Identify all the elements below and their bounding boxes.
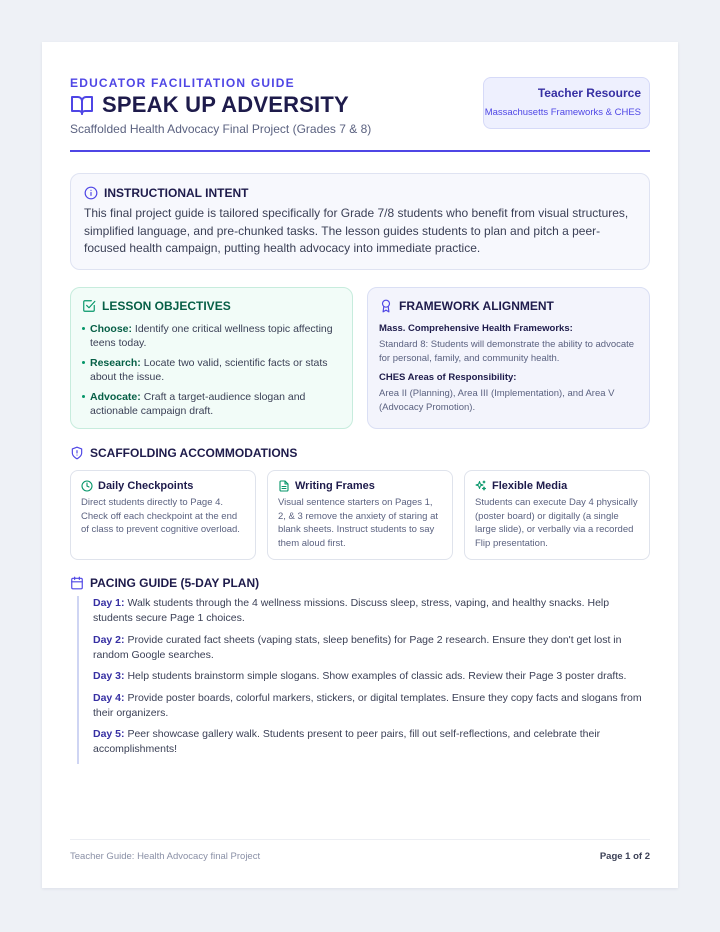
card-body: Direct students directly to Page 4. Check off each checkpoint at the end of class to prevent cognitive overload.	[81, 497, 240, 535]
objectives-list	[82, 322, 341, 418]
objective-item	[82, 390, 341, 418]
card-body: Visual sentence starters on Pages 1, 2, & 3 remove the anxiety of staring at blank sheets. Instruct students to say them aloud first.	[278, 497, 439, 549]
pacing-day-item	[93, 669, 650, 684]
lesson-objectives-panel	[70, 287, 353, 429]
day-text: Walk students through the 4 wellness missions. Discuss sleep, stress, vaping, and healthy snacks. Help students secure Page 1 choices.	[93, 597, 610, 624]
sparkles-icon	[475, 480, 487, 492]
checkbox-icon	[82, 299, 96, 313]
day-label: Day 3:	[93, 670, 125, 682]
framework-text-ches: Area II (Planning), Area III (Implementation), and Area V (Advocacy Promotion).	[379, 388, 615, 413]
day-label: Day 1:	[93, 597, 125, 609]
card-title: Writing Frames	[295, 480, 375, 492]
framework-label-mass: Mass. Comprehensive Health Frameworks:	[379, 323, 573, 334]
shield-icon	[70, 446, 84, 460]
day-label: Day 5:	[93, 728, 125, 740]
objective-text: Locate two valid, scientific facts or stats about the issue.	[90, 357, 328, 383]
card-title: Flexible Media	[492, 480, 568, 492]
day-text: Provide poster boards, colorful markers, stickers, or digital templates. Ensure they copy facts and slogans from their organizers.	[93, 691, 642, 719]
objective-item	[82, 356, 341, 384]
framework-heading	[379, 299, 638, 313]
card-daily-checkpoints	[70, 470, 256, 560]
document-page	[42, 42, 678, 888]
pacing-timeline	[77, 596, 650, 764]
pacing-day-item	[93, 596, 650, 626]
pacing-day-item	[93, 691, 650, 721]
day-text: Provide curated fact sheets (vaping stats, sleep benefits) for Page 2 research. Ensure they don't get lost in random Google searches.	[93, 633, 622, 661]
title-row	[70, 92, 349, 118]
objective-text: Identify one critical wellness topic affecting teens today.	[90, 323, 333, 349]
card-body: Students can execute Day 4 physically (poster board) or digitally (a single large slide), or verbally via a recorded Flip presentation.	[475, 497, 638, 549]
card-title: Daily Checkpoints	[98, 480, 194, 492]
objective-term: Advocate:	[90, 391, 141, 403]
open-book-icon	[70, 93, 94, 117]
objective-term: Research:	[90, 357, 141, 369]
objective-term: Choose:	[90, 323, 132, 335]
scaffolding-heading	[70, 446, 297, 460]
footer-doc-title: Teacher Guide: Health Advocacy final Project	[70, 851, 261, 862]
day-label: Day 4:	[93, 691, 125, 704]
intent-heading-text: INSTRUCTIONAL INTENT	[104, 186, 249, 200]
page-subtitle: Scaffolded Health Advocacy Final Project (Grades 7 & 8)	[70, 122, 372, 136]
pacing-day-item	[93, 727, 650, 757]
objective-item	[82, 322, 341, 350]
page-title: SPEAK UP ADVERSITY	[102, 92, 349, 117]
page-header	[70, 42, 650, 152]
document-icon	[278, 480, 290, 492]
objectives-heading	[82, 299, 341, 313]
scaffolding-heading-text: SCAFFOLDING ACCOMMODATIONS	[90, 446, 298, 460]
objective-text: Craft a target-audience slogan and actionable campaign draft.	[90, 391, 306, 417]
resource-subtitle: Massachusetts Frameworks & CHES	[484, 107, 641, 118]
eyebrow-label: EDUCATOR FACILITATION GUIDE	[70, 76, 295, 90]
award-ribbon-icon	[379, 299, 393, 313]
card-writing-frames	[267, 470, 453, 560]
day-text: Help students brainstorm simple slogans. Show examples of classic ads. Review their Page 3 poster drafts.	[127, 670, 627, 682]
framework-label-ches: CHES Areas of Responsibility:	[379, 372, 517, 383]
clock-icon	[81, 480, 93, 492]
scaffolding-cards	[70, 470, 650, 560]
card-flexible-media	[464, 470, 650, 560]
day-text: Peer showcase gallery walk. Students present to peer pairs, fill out self-reflections, and celebrate their accomplishments!	[93, 728, 601, 755]
teacher-resource-badge	[483, 77, 650, 129]
framework-alignment-panel	[367, 287, 650, 429]
page-footer	[70, 839, 650, 869]
framework-heading-text: FRAMEWORK ALIGNMENT	[399, 299, 554, 313]
calendar-icon	[70, 576, 84, 590]
pacing-heading	[70, 576, 259, 590]
day-label: Day 2:	[93, 633, 125, 646]
page-number: Page 1 of 2	[599, 851, 650, 862]
resource-title: Teacher Resource	[537, 86, 641, 100]
framework-text-mass: Standard 8: Students will demonstrate the ability to advocate for personal, family, and community health.	[379, 339, 635, 364]
intent-heading	[84, 186, 636, 200]
intent-body: This final project guide is tailored specifically for Grade 7/8 students who benefit from visual structures, simplified language, and pre-chunked tasks. The lesson guides students to plan and pitch a peer-focused health campaign, putting health advocacy into immediate practice.	[84, 206, 629, 255]
pacing-day-item	[93, 633, 650, 663]
info-icon	[84, 186, 98, 200]
instructional-intent-panel	[70, 173, 650, 270]
pacing-heading-text: PACING GUIDE (5-DAY PLAN)	[90, 576, 260, 590]
objectives-heading-text: LESSON OBJECTIVES	[102, 299, 231, 313]
